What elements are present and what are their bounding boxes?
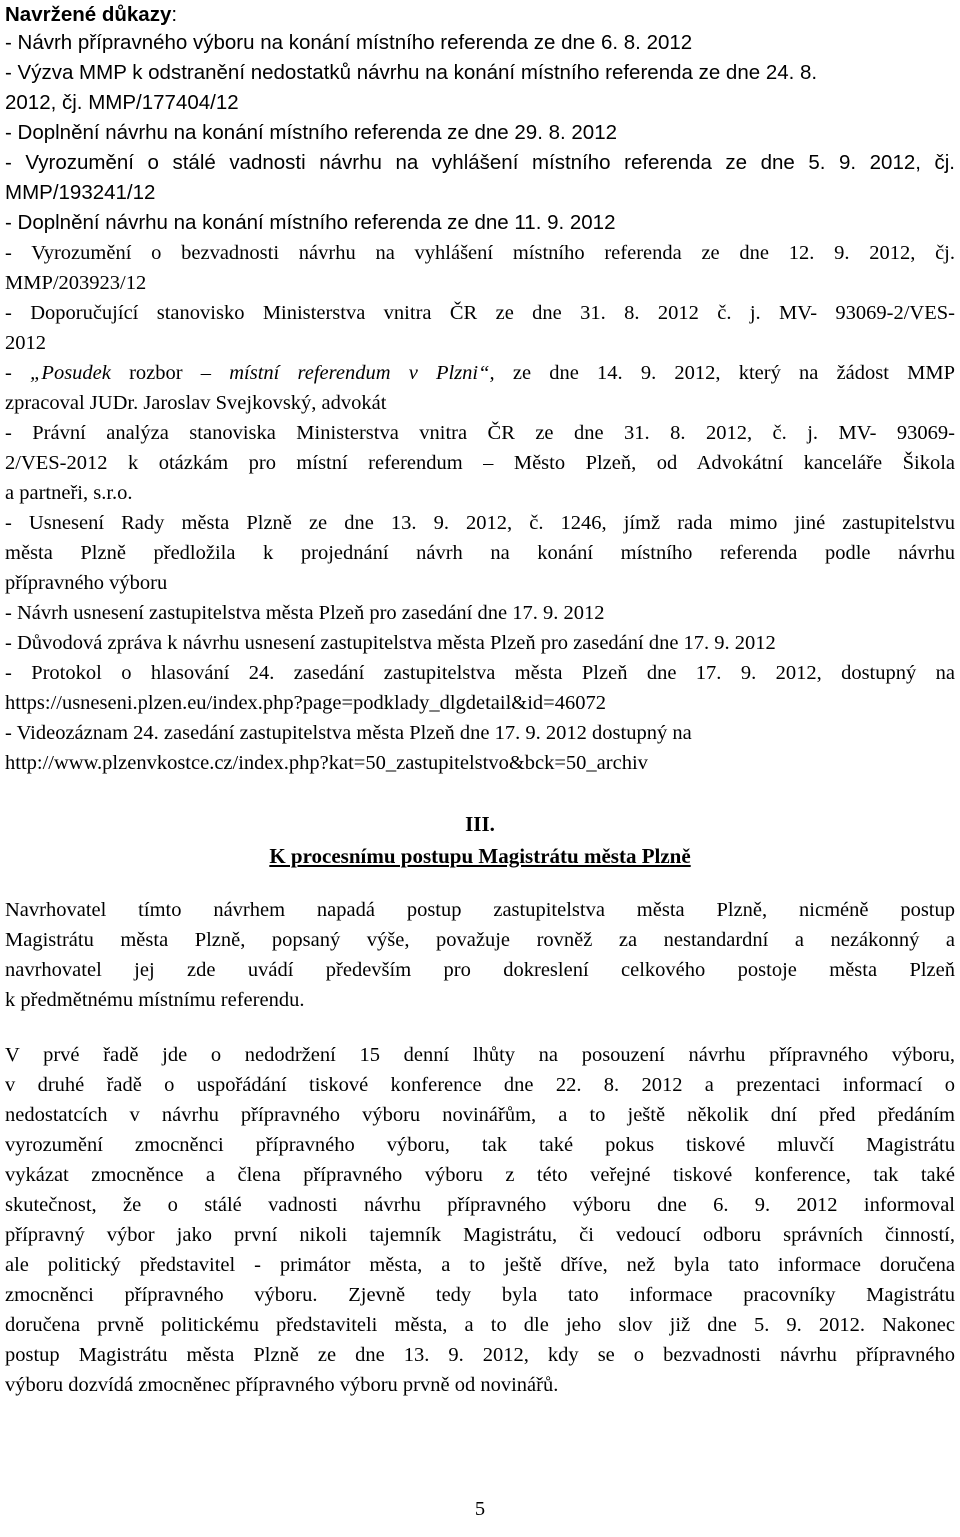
paragraph-line: skutečnost, že o stálé vadnosti návrhu přípravného výboru dne 6. 9. 2012 informoval	[5, 1194, 955, 1216]
evidence-line: přípravného výboru	[5, 572, 168, 594]
evidence-heading-label: Navržené důkazy	[5, 3, 172, 26]
paragraph-line: zmocněnci přípravného výboru. Zjevně tedy byla tato informace pracovníky Magistrátu	[5, 1284, 955, 1306]
evidence-italic: místní referendum v Plzni“,	[229, 362, 495, 384]
evidence-heading	[5, 0, 177, 30]
evidence-line: MMP/193241/12	[5, 181, 156, 204]
evidence-link: https://usneseni.plzen.eu/index.php?page=podklady_dlgdetail&id=46072	[5, 692, 606, 714]
evidence-line: - Vyrozumění o bezvadnosti návrhu na vyhlášení místního referenda ze dne 12. 9. 2012, čj.	[5, 242, 955, 264]
paragraph-line: ale politický představitel - primátor města, a to ještě dříve, než byla tato informace doručena	[5, 1254, 955, 1276]
evidence-line: - Videozáznam 24. zasedání zastupitelstva města Plzeň dne 17. 9. 2012 dostupný na	[5, 722, 692, 744]
paragraph-line: doručena prvně politickému představiteli města, a to dle jeho slov již dne 5. 9. 2012. Nakonec	[5, 1314, 955, 1336]
paragraph-line: V prvé řadě jde o nedodržení 15 denní lhůty na posouzení návrhu přípravného výboru,	[5, 1044, 955, 1066]
evidence-line: a partneři, s.r.o.	[5, 482, 133, 504]
evidence-line: města Plzně předložila k projednání návrh na konání místního referenda podle návrhu	[5, 542, 955, 564]
evidence-italic: „Posudek	[30, 362, 111, 384]
evidence-line: 2/VES-2012 k otázkám pro místní referendum – Město Plzeň, od Advokátní kanceláře Šikola	[5, 452, 955, 474]
paragraph-2	[5, 1040, 955, 1400]
evidence-line: - Návrh přípravného výboru na konání místního referenda ze dne 6. 8. 2012	[5, 31, 693, 54]
evidence-list	[5, 28, 955, 778]
evidence-line: zpracoval JUDr. Jaroslav Svejkovský, advokát	[5, 392, 387, 414]
paragraph-line: vyrozumění zmocněnci přípravného výboru, tak také pokus tiskové mluvčí Magistrátu	[5, 1134, 955, 1156]
paragraph-1	[5, 895, 955, 1015]
evidence-line: - Důvodová zpráva k návrhu usnesení zastupitelstva města Plzeň pro zasedání dne 17. 9. 2012	[5, 632, 776, 654]
paragraph-line: k předmětnému místnímu referendu.	[5, 989, 305, 1011]
paragraph-line: vykázat zmocněnce a člena přípravného výboru z této veřejné tiskové konference, tak také	[5, 1164, 955, 1186]
evidence-line: - Právní analýza stanoviska Ministerstva vnitra ČR ze dne 31. 8. 2012, č. j. MV- 93069-	[5, 422, 955, 444]
paragraph-line: výboru dozvídá zmocněnec přípravného výboru prvně od novinářů.	[5, 1374, 559, 1396]
paragraph-line: navrhovatel jej zde uvádí především pro dokreslení celkového postoje města Plzeň	[5, 959, 955, 981]
evidence-line: 2012, čj. MMP/177404/12	[5, 91, 239, 114]
evidence-line-posudek	[5, 358, 955, 388]
evidence-line: MMP/203923/12	[5, 272, 147, 294]
evidence-line: - Návrh usnesení zastupitelstva města Plzeň pro zasedání dne 17. 9. 2012	[5, 602, 605, 624]
evidence-line: 2012	[5, 332, 46, 354]
paragraph-line: přípravný výbor jako první nikoli tajemník Magistrátu, či vedoucí odboru správních činností,	[5, 1224, 955, 1246]
evidence-text: ze dne 14. 9. 2012, který na žádost MMP	[494, 362, 955, 384]
evidence-line: - Doporučující stanovisko Ministerstva vnitra ČR ze dne 31. 8. 2012 č. j. MV- 93069-2/VES-	[5, 302, 955, 324]
paragraph-line: Magistrátu města Plzně, popsaný výše, považuje rovněž za nestandardní a nezákonný a	[5, 929, 955, 951]
evidence-line: - Doplnění návrhu na konání místního referenda ze dne 11. 9. 2012	[5, 211, 616, 234]
paragraph-line: postup Magistrátu města Plzně ze dne 13. 9. 2012, kdy se o bezvadnosti návrhu přípravného	[5, 1344, 955, 1366]
section-title: K procesnímu postupu Magistrátu města Plzně	[269, 844, 691, 868]
evidence-dash: -	[5, 362, 31, 384]
section-number: III.	[465, 812, 495, 836]
page-number: 5	[474, 1498, 486, 1520]
evidence-heading-colon: :	[171, 3, 178, 26]
evidence-text: rozbor –	[110, 362, 230, 384]
paragraph-line: nedostatcích v návrhu přípravného výboru novinářům, a to ještě několik dní před předáním	[5, 1104, 955, 1126]
evidence-line: - Doplnění návrhu na konání místního referenda ze dne 29. 8. 2012	[5, 121, 617, 144]
evidence-line: - Protokol o hlasování 24. zasedání zastupitelstva města Plzeň dne 17. 9. 2012, dostupný na	[5, 662, 955, 684]
evidence-link: http://www.plzenvkostce.cz/index.php?kat=50_zastupitelstvo&bck=50_archiv	[5, 752, 648, 774]
evidence-line: - Vyrozumění o stálé vadnosti návrhu na vyhlášení místního referenda ze dne 5. 9. 2012, čj.	[5, 151, 955, 174]
paragraph-line: Navrhovatel tímto návrhem napadá postup zastupitelstva města Plzně, nicméně postup	[5, 899, 955, 921]
paragraph-line: v druhé řadě o uspořádání tiskové konference dne 22. 8. 2012 a prezentaci informací o	[5, 1074, 955, 1096]
evidence-line: - Výzva MMP k odstranění nedostatků návrhu na konání místního referenda ze dne 24. 8.	[5, 61, 818, 84]
evidence-line: - Usnesení Rady města Plzně ze dne 13. 9. 2012, č. 1246, jímž rada mimo jiné zastupitelstvu	[5, 512, 955, 534]
